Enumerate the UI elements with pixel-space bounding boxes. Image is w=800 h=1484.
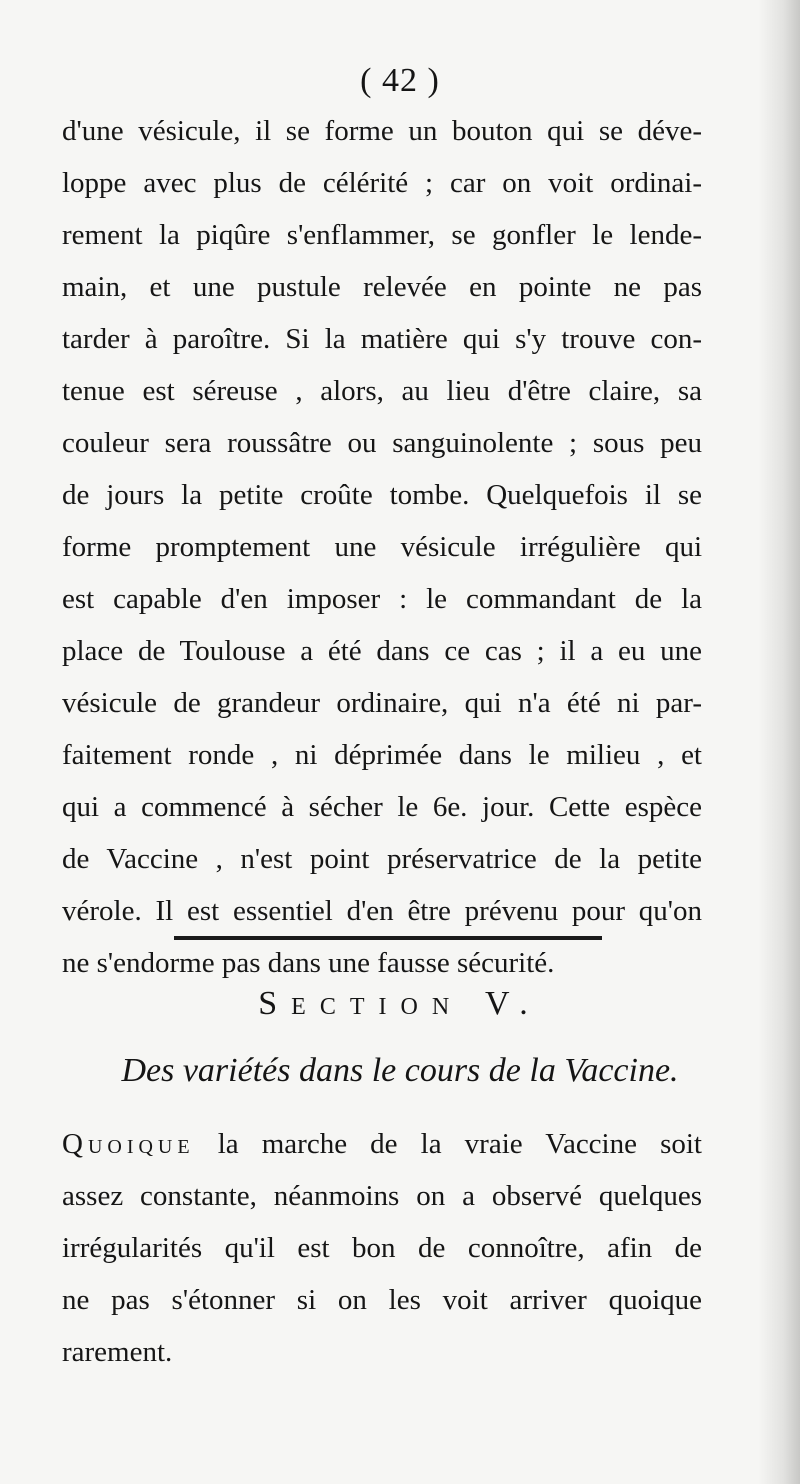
text-line: qui a commencé à sécher le 6e. jour. Cette espèce <box>62 791 702 823</box>
text-line: tenue est séreuse , alors, au lieu d'être claire, sa <box>62 375 702 407</box>
section-subtitle: Des variétés dans le cours de la Vaccine. <box>121 1052 679 1089</box>
text-line: vérole. Il est essentiel d'en être prévenu pour qu'on <box>62 895 702 927</box>
text-line: main, et une pustule relevée en pointe ne pas <box>62 271 702 303</box>
text-line: vésicule de grandeur ordinaire, qui n'a été ni par- <box>62 687 702 719</box>
text-line: rement la piqûre s'enflammer, se gonfler le lende- <box>62 219 702 251</box>
text-line: rarement. <box>62 1336 173 1368</box>
section-divider-rule <box>174 936 602 940</box>
page-number: ( 42 ) <box>360 62 440 99</box>
text-line: faitement ronde , ni déprimée dans le milieu , et <box>62 739 702 771</box>
text-line: assez constante, néanmoins on a observé quelques <box>62 1180 702 1212</box>
text-line: tarder à paroître. Si la matière qui s'y trouve con- <box>62 323 702 355</box>
text-line: forme promptement une vésicule irrégulière qui <box>62 531 702 563</box>
text-line: d'une vésicule, il se forme un bouton qui se déve- <box>62 115 702 147</box>
page-edge-shadow <box>758 0 800 1484</box>
paragraph-vaccine-vesicle <box>62 105 702 989</box>
text-line: est capable d'en imposer : le commandant de la <box>62 583 702 615</box>
text-line-first <box>62 1118 702 1170</box>
text-line: irrégularités qu'il est bon de connoître, afin de <box>62 1232 702 1264</box>
text-line: place de Toulouse a été dans ce cas ; il a eu une <box>62 635 702 667</box>
section-heading: Section V. <box>258 985 542 1022</box>
first-line-rest: la marche de la vraie Vaccine soit <box>194 1128 702 1160</box>
text-line: de Vaccine , n'est point préservatrice de la petite <box>62 843 702 875</box>
paragraph-vaccine-varieties <box>62 1118 702 1378</box>
text-line: ne pas s'étonner si on les voit arriver quoique <box>62 1284 702 1316</box>
text-line: loppe avec plus de célérité ; car on voit ordinai- <box>62 167 702 199</box>
text-line: ne s'endorme pas dans une fausse sécurité. <box>62 947 555 979</box>
text-line: de jours la petite croûte tombe. Quelquefois il se <box>62 479 702 511</box>
opening-word: Quoique <box>62 1128 195 1160</box>
text-line: couleur sera roussâtre ou sanguinolente ; sous peu <box>62 427 702 459</box>
